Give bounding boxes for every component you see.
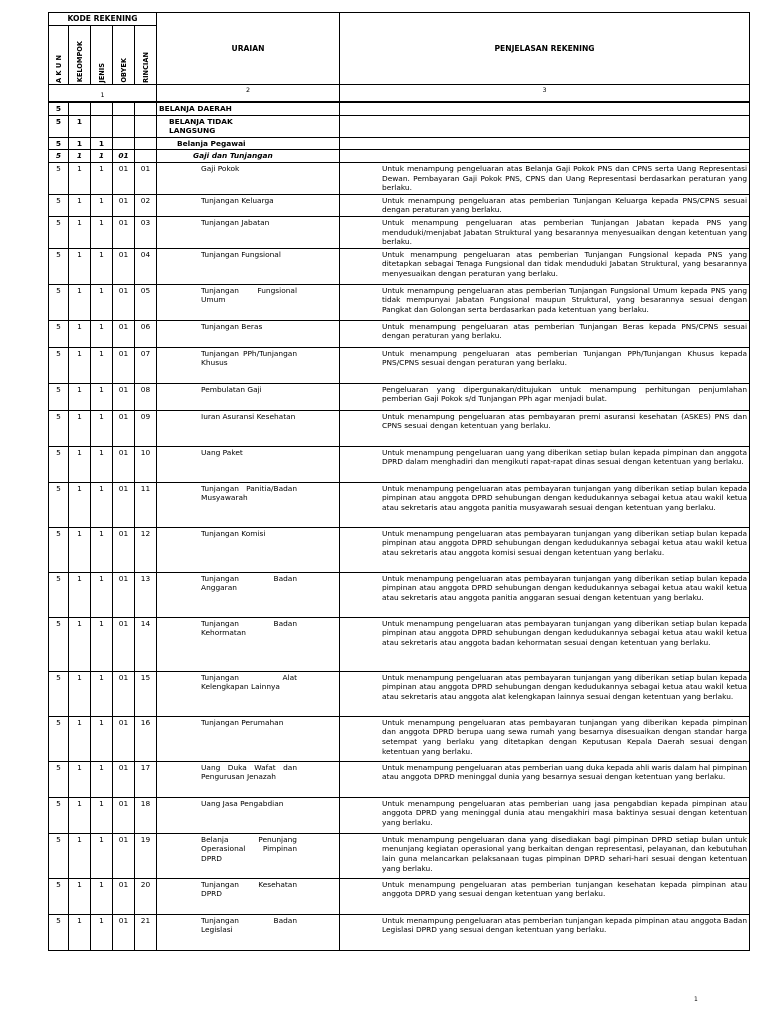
table-row [49,410,750,446]
obyek-cell: 01 [113,617,135,671]
jenis-cell: 1 [91,217,113,249]
penjelasan-cell: Untuk menampung pengeluaran atas pembayaran tunjangan yang diberikan setiap bulan kepada pimpinan atau anggota DPRD sehubungan dengan kedudukannya sebagai ketua atau wakil ketua atau sekretaris atau anggota alat kelengkapan lainnya sesuai dengan ketentuan yang berlaku. [340,671,750,716]
akun-cell: 5 [49,137,69,150]
obyek-cell: 01 [113,914,135,950]
kelompok-cell: 1 [69,150,91,163]
jenis-cell: 1 [91,482,113,527]
rincian-cell: 09 [135,410,157,446]
obyek-cell: 01 [113,797,135,833]
penjelasan-cell: Untuk menampung pengeluaran atas pemberian Tunjangan Fungsional Umum kepada PNS yang tidak mempunyai Jabatan Fungsional maupun Struktural, yang besarannya sesuai dengan Pangkat dan Golongan serta berdasarkan pada ketentuan yang berlaku. [340,284,750,320]
penjelasan-cell [340,150,750,163]
table-row [49,284,750,320]
rincian-cell [135,102,157,115]
kelompok-cell: 1 [69,914,91,950]
table-row [49,194,750,216]
jenis-cell: 1 [91,137,113,150]
column-number-3: 3 [340,84,750,102]
kelompok-cell: 1 [69,797,91,833]
jenis-cell: 1 [91,383,113,410]
penjelasan-cell: Untuk menampung pengeluaran atas pemberian Tunjangan PPh/Tunjangan Khusus kepada PNS/CPNS sesuai dengan peraturan yang berlaku. [340,347,750,383]
obyek-cell: 01 [113,482,135,527]
jenis-cell [91,115,113,137]
table-row [49,716,750,761]
kelompok-header: KELOMPOK [69,25,91,84]
kelompok-cell: 1 [69,137,91,150]
rincian-cell: 08 [135,383,157,410]
akun-cell: 5 [49,914,69,950]
table-row [49,914,750,950]
rincian-cell: 02 [135,194,157,216]
table-row [49,482,750,527]
jenis-cell: 1 [91,347,113,383]
column-number-1: 1 [49,84,157,102]
uraian-cell: Uang Paket [157,446,340,482]
penjelasan-cell: Untuk menampung pengeluaran atas pemberian Tunjangan Beras kepada PNS/CPNS sesuai dengan peraturan yang berlaku. [340,320,750,347]
rincian-cell: 11 [135,482,157,527]
jenis-cell: 1 [91,163,113,195]
kelompok-cell: 1 [69,248,91,284]
jenis-cell: 1 [91,248,113,284]
jenis-cell: 1 [91,797,113,833]
obyek-cell: 01 [113,527,135,572]
penjelasan-cell: Untuk menampung pengeluaran atas pembayaran tunjangan yang diberikan setiap bulan kepada pimpinan atau anggota DPRD sehubungan dengan kedudukannya sebagai ketua atau wakil ketua atau sekretaris atau anggota panitia anggaran sesuai dengan ketentuan yang berlaku. [340,572,750,617]
obyek-cell [113,137,135,150]
table-row [49,833,750,878]
rincian-cell: 10 [135,446,157,482]
kelompok-cell: 1 [69,527,91,572]
obyek-cell: 01 [113,217,135,249]
obyek-cell: 01 [113,383,135,410]
obyek-cell: 01 [113,150,135,163]
penjelasan-cell: Untuk menampung pengeluaran atas pembayaran tunjangan yang diberikan setiap bulan kepada pimpinan atau anggota DPRD sehubungan dengan kedudukannya sebagai ketua atau wakil ketua atau sekretaris atau anggota komisi sesuai dengan ketentuan yang berlaku. [340,527,750,572]
akun-cell: 5 [49,320,69,347]
akun-header: A K U N [49,25,69,84]
uraian-cell: Tunjangan Komisi [157,527,340,572]
obyek-cell: 01 [113,194,135,216]
kelompok-cell: 1 [69,347,91,383]
group-row [49,102,750,115]
kelompok-cell: 1 [69,410,91,446]
akun-cell: 5 [49,163,69,195]
jenis-cell: 1 [91,716,113,761]
jenis-cell: 1 [91,761,113,797]
uraian-cell: Belanja Penunjang Operasional Pimpinan DPRD [157,833,340,878]
jenis-cell: 1 [91,194,113,216]
table-row [49,761,750,797]
rincian-cell: 21 [135,914,157,950]
jenis-cell: 1 [91,284,113,320]
kelompok-cell: 1 [69,572,91,617]
rincian-cell: 20 [135,878,157,914]
akun-cell: 5 [49,217,69,249]
rincian-cell: 04 [135,248,157,284]
obyek-cell: 01 [113,410,135,446]
kelompok-cell: 1 [69,194,91,216]
uraian-cell: Gaji dan Tunjangan [157,150,340,163]
kelompok-cell: 1 [69,671,91,716]
uraian-cell: Iuran Asuransi Kesehatan [157,410,340,446]
kelompok-cell: 1 [69,446,91,482]
rincian-cell: 19 [135,833,157,878]
page-number: 1 [694,996,698,1003]
jenis-header: JENIS [91,25,113,84]
uraian-cell: Tunjangan Panitia/Badan Musyawarah [157,482,340,527]
akun-cell: 5 [49,617,69,671]
table-row [49,572,750,617]
uraian-cell: BELANJA DAERAH [157,102,340,115]
uraian-cell: Tunjangan Perumahan [157,716,340,761]
uraian-cell: Tunjangan PPh/Tunjangan Khusus [157,347,340,383]
penjelasan-cell: Untuk menampung pengeluaran atas pembayaran tunjangan yang diberikan setiap bulan kepada pimpinan atau anggota DPRD sehubungan dengan kedudukannya sebagai ketua atau wakil ketua atau sekretaris atau anggota badan kehormatan sesuai dengan ketentuan yang berlaku. [340,617,750,671]
jenis-cell: 1 [91,150,113,163]
rincian-cell: 16 [135,716,157,761]
kelompok-cell: 1 [69,115,91,137]
uraian-cell: Tunjangan Jabatan [157,217,340,249]
penjelasan-header: PENJELASAN REKENING [340,13,750,85]
rincian-cell: 03 [135,217,157,249]
table-row [49,617,750,671]
obyek-cell: 01 [113,761,135,797]
jenis-cell: 1 [91,833,113,878]
kelompok-cell: 1 [69,833,91,878]
penjelasan-cell [340,115,750,137]
obyek-header: OBYEK [113,25,135,84]
rincian-cell: 12 [135,527,157,572]
jenis-cell: 1 [91,617,113,671]
obyek-cell: 01 [113,320,135,347]
table-row [49,320,750,347]
group-row [49,115,750,137]
obyek-cell: 01 [113,446,135,482]
obyek-cell: 01 [113,671,135,716]
jenis-cell: 1 [91,446,113,482]
penjelasan-cell: Untuk menampung pengeluaran uang yang diberikan setiap bulan kepada pimpinan dan anggota DPRD dalam menghadiri dan mengikuti rapat-rapat dinas sesuai dengan ketentuan yang berlaku. [340,446,750,482]
uraian-cell: Tunjangan Kesehatan DPRD [157,878,340,914]
akun-cell: 5 [49,248,69,284]
akun-cell: 5 [49,194,69,216]
obyek-cell [113,102,135,115]
kelompok-cell: 1 [69,217,91,249]
rincian-cell [135,150,157,163]
uraian-cell: Tunjangan Alat Kelengkapan Lainnya [157,671,340,716]
penjelasan-cell: Untuk menampung pengeluaran atas Belanja Gaji Pokok PNS dan CPNS serta Uang Representasi Dewan. Pembayaran Gaji Pokok PNS, CPNS dan Uang Representasi berdasarkan peraturan yang berlaku. [340,163,750,195]
rincian-cell [135,115,157,137]
rincian-cell: 01 [135,163,157,195]
table-row [49,217,750,249]
uraian-cell: Pembulatan Gaji [157,383,340,410]
obyek-cell: 01 [113,878,135,914]
table-row [49,878,750,914]
akun-cell: 5 [49,410,69,446]
akun-cell: 5 [49,797,69,833]
uraian-cell: Uang Jasa Pengabdian [157,797,340,833]
obyek-cell: 01 [113,572,135,617]
table-row [49,347,750,383]
kelompok-cell: 1 [69,761,91,797]
uraian-cell: BELANJA TIDAK LANGSUNG [157,115,340,137]
penjelasan-cell: Untuk menampung pengeluaran dana yang disediakan bagi pimpinan DPRD setiap bulan untuk menunjang kegiatan operasional yang berkaitan dengan representasi, pelayanan, dan kebutuhan lain guna melancarkan pelaksanaan tugas pimpinan DPRD sehari-hari sesuai dengan ketentuan yang berlaku. [340,833,750,878]
kelompok-cell: 1 [69,320,91,347]
akun-cell: 5 [49,527,69,572]
uraian-cell: Tunjangan Badan Kehormatan [157,617,340,671]
penjelasan-cell: Untuk menampung pengeluaran atas pemberian Tunjangan Jabatan kepada PNS yang menduduki/menjabat Jabatan Struktural yang besarannya menyesuaikan dengan ketentuan yang berlaku. [340,217,750,249]
uraian-cell: Tunjangan Beras [157,320,340,347]
penjelasan-cell [340,102,750,115]
kode-rekening-header: KODE REKENING [49,13,157,26]
uraian-cell: Belanja Pegawai [157,137,340,150]
kelompok-cell: 1 [69,716,91,761]
rincian-cell: 06 [135,320,157,347]
jenis-cell: 1 [91,527,113,572]
obyek-cell: 01 [113,163,135,195]
header-row [49,13,750,26]
akun-cell: 5 [49,102,69,115]
kelompok-cell: 1 [69,878,91,914]
rincian-cell: 18 [135,797,157,833]
rincian-cell: 14 [135,617,157,671]
kelompok-cell [69,102,91,115]
penjelasan-cell: Untuk menampung pengeluaran atas pembayaran tunjangan yang diberikan setiap bulan kepada pimpinan atau anggota DPRD sehubungan dengan kedudukannya sebagai ketua atau wakil ketua atau sekretaris atau anggota panitia musyawarah sesuai dengan ketentuan yang berlaku. [340,482,750,527]
jenis-cell [91,102,113,115]
uraian-cell: Gaji Pokok [157,163,340,195]
akun-cell: 5 [49,572,69,617]
rincian-cell: 15 [135,671,157,716]
rincian-cell: 17 [135,761,157,797]
penjelasan-cell: Untuk menampung pengeluaran atas pemberian uang jasa pengabdian kepada pimpinan atau anggota DPRD yang meninggal dunia atau mengakhiri masa baktinya sesuai dengan ketentuan yang berlaku. [340,797,750,833]
kelompok-cell: 1 [69,482,91,527]
rincian-cell [135,137,157,150]
group-row [49,150,750,163]
akun-cell: 5 [49,878,69,914]
table-row [49,527,750,572]
penjelasan-cell: Untuk menampung pengeluaran atas pemberian Tunjangan Fungsional kepada PNS yang ditetapkan sebagai Tenaga Fungsional dan tidak menduduki Jabatan Struktural, yang besarannya menyesuaikan dengan peraturan yang berlaku. [340,248,750,284]
obyek-cell: 01 [113,716,135,761]
akun-cell: 5 [49,482,69,527]
account-code-table [48,12,750,951]
obyek-cell: 01 [113,248,135,284]
penjelasan-cell: Untuk menampung pengeluaran atas pemberian uang duka kepada ahli waris dalam hal pimpinan atau anggota DPRD meninggal dunia yang besarnya sesuai dengan ketentuan yang berlaku. [340,761,750,797]
jenis-cell: 1 [91,320,113,347]
kelompok-cell: 1 [69,284,91,320]
obyek-cell [113,115,135,137]
kelompok-cell: 1 [69,163,91,195]
rincian-cell: 05 [135,284,157,320]
table-row [49,797,750,833]
uraian-cell: Tunjangan Fungsional [157,248,340,284]
penjelasan-cell: Untuk menampung pengeluaran atas pemberian Tunjangan Keluarga kepada PNS/CPNS sesuai dengan peraturan yang berlaku. [340,194,750,216]
jenis-cell: 1 [91,878,113,914]
table-row [49,248,750,284]
column-number-2: 2 [157,84,340,102]
penjelasan-cell: Untuk menampung pengeluaran atas pembayaran tunjangan yang diberikan kepada pimpinan dan anggota DPRD berupa uang sewa rumah yang besarnya disesuaikan dengan standar harga setempat yang berlaku yang ditetapkan dengan Keputusan Kepala Daerah sesuai dengan ketentuan yang berlaku. [340,716,750,761]
rincian-cell: 13 [135,572,157,617]
akun-cell: 5 [49,347,69,383]
kelompok-cell: 1 [69,617,91,671]
penjelasan-cell: Pengeluaran yang dipergunakan/ditujukan untuk menampung perhitungan penjumlahan pemberian Gaji Pokok s/d Tunjangan PPh agar menjadi bulat. [340,383,750,410]
jenis-cell: 1 [91,572,113,617]
obyek-cell: 01 [113,284,135,320]
akun-cell: 5 [49,115,69,137]
penjelasan-cell [340,137,750,150]
table-row [49,671,750,716]
penjelasan-cell: Untuk menampung pengeluaran atas pembayaran premi asuransi kesehatan (ASKES) PNS dan CPNS sesuai dengan ketentuan yang berlaku. [340,410,750,446]
penjelasan-cell: Untuk menampung pengeluaran atas pemberian tunjangan kesehatan kepada pimpinan atau anggota DPRD yang sesuai dengan ketentuan yang berlaku. [340,878,750,914]
uraian-cell: Tunjangan Badan Anggaran [157,572,340,617]
kelompok-cell: 1 [69,383,91,410]
uraian-cell: Uang Duka Wafat dan Pengurusan Jenazah [157,761,340,797]
jenis-cell: 1 [91,914,113,950]
akun-cell: 5 [49,761,69,797]
akun-cell: 5 [49,383,69,410]
obyek-cell: 01 [113,347,135,383]
akun-cell: 5 [49,716,69,761]
akun-cell: 5 [49,833,69,878]
akun-cell: 5 [49,150,69,163]
table-row [49,163,750,195]
uraian-cell: Tunjangan Badan Legislasi [157,914,340,950]
uraian-cell: Tunjangan Fungsional Umum [157,284,340,320]
obyek-cell: 01 [113,833,135,878]
akun-cell: 5 [49,446,69,482]
jenis-cell: 1 [91,671,113,716]
column-number-row [49,84,750,102]
uraian-cell: Tunjangan Keluarga [157,194,340,216]
akun-cell: 5 [49,671,69,716]
akun-cell: 5 [49,284,69,320]
table-row [49,383,750,410]
uraian-header: URAIAN [157,13,340,85]
jenis-cell: 1 [91,410,113,446]
rincian-cell: 07 [135,347,157,383]
rincian-header: RINCIAN [135,25,157,84]
table-row [49,446,750,482]
group-row [49,137,750,150]
penjelasan-cell: Untuk menampung pengeluaran atas pemberian tunjangan kepada pimpinan atau anggota Badan Legislasi DPRD yang sesuai dengan ketentuan yang berlaku. [340,914,750,950]
